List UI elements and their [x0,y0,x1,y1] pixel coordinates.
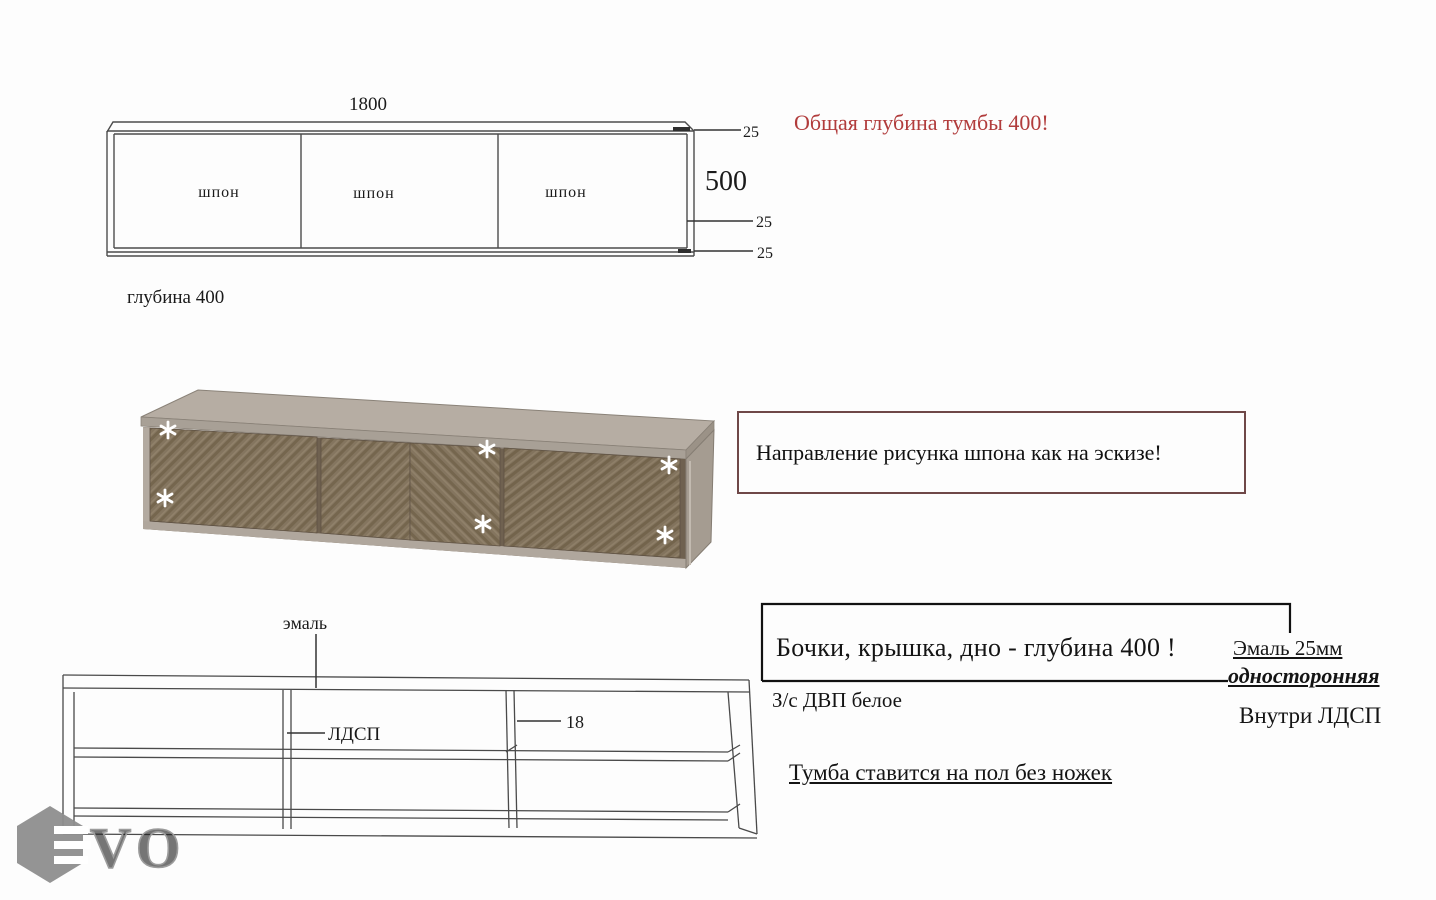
divider-2-right-line [514,690,517,828]
no-legs-note: Тумба ставится на пол без ножек [789,760,1113,785]
corner-tick-bottom [678,249,691,253]
veneer-direction-note-text: Направление рисунка шпона как на эскизе! [756,439,1162,465]
logo-vo-text: VO [90,817,187,880]
enamel-material-label: эмаль [282,613,328,633]
bottom-shelf-top [74,808,728,812]
mid-shelf-depth-1 [728,745,740,752]
enamel-thickness-note-line1: Эмаль 25мм [1233,636,1343,660]
back-panel-note: З/с ДВП белое [772,688,902,712]
mid-shelf-bottom [74,757,728,761]
veneer-door-3 [504,448,680,558]
mid-shelf-top [74,748,728,752]
cabinet-3d-render [141,390,714,568]
thickness-label-mid: 25 [756,214,772,231]
width-dimension-label: 1800 [349,94,387,115]
depth-label: глубина 400 [127,287,225,308]
thickness-label-bottom: 25 [757,245,773,262]
overall-depth-warning-note: Общая глубина тумбы 400! [794,110,1049,135]
evo-watermark-logo [17,806,186,883]
logo-e-bar-2 [54,841,91,849]
veneer-door-2-right-half [410,443,500,546]
door-3-veneer-label: шпон [545,184,587,201]
enamel-thickness-note-line2: односторонняя [1228,663,1380,688]
thickness-label-top: 25 [743,124,759,141]
veneer-door-2-left-half [321,438,410,540]
door-2-veneer-label: шпон [353,185,395,202]
veneer-door-1 [150,428,317,533]
carcass-drawing [63,634,757,838]
height-dimension-label: 500 [705,166,747,197]
carcass-top-outer [63,675,749,680]
door-1-veneer-label: шпон [198,184,240,201]
inside-material-note: Внутри ЛДСП [1239,703,1382,728]
carcass-right-outer [749,680,757,834]
logo-e-bar-1 [54,826,88,834]
panel-thickness-label: 18 [566,712,584,732]
cabinet-left-edge-strip [143,427,150,529]
carcass-top-inner [63,688,749,692]
carcass-right-bottom-cap [739,828,757,834]
construction-depth-note: Бочки, крышка, дно - глубина 400 ! [776,633,1177,662]
veneer-direction-note-box [737,411,1246,494]
logo-e-bar-3 [54,856,88,864]
ldsp-material-label: ЛДСП [328,724,381,745]
corner-tick-top [673,127,690,131]
